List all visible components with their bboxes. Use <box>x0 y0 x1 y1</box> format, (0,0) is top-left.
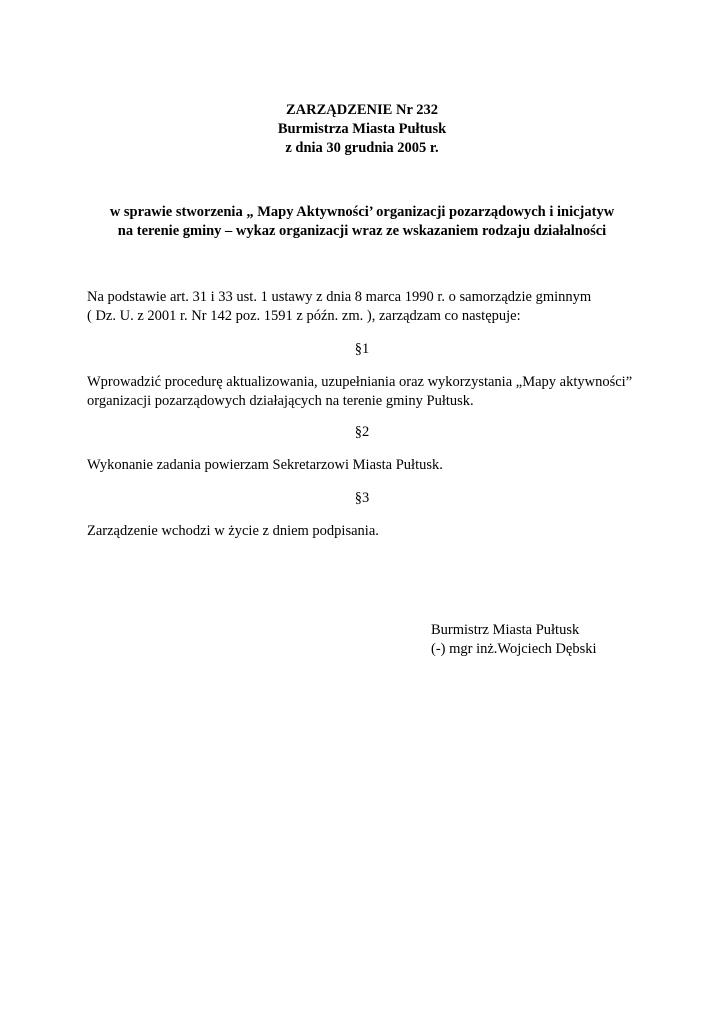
section-mark-2: §2 <box>354 424 370 440</box>
document-title: ZARZĄDZENIE Nr 232 <box>285 102 438 118</box>
document-subject <box>0 203 724 241</box>
section-1-text <box>87 373 647 411</box>
preamble-line-1: Na podstawie art. 31 i 33 ust. 1 ustawy z dnia 8 marca 1990 r. o samorządzie gminnym <box>87 289 592 305</box>
section-2-text <box>87 456 647 475</box>
preamble <box>87 288 647 326</box>
signature-block <box>431 621 597 659</box>
section-3-text <box>87 522 647 541</box>
section-2-line-1: Wykonanie zadania powierzam Sekretarzowi Miasta Pułtusk. <box>87 457 443 473</box>
issuer-line: Burmistrza Miasta Pułtusk <box>277 121 447 137</box>
document-header <box>0 101 724 158</box>
signature-name: (-) mgr inż.Wojciech Dębski <box>431 641 597 657</box>
section-mark-3: §3 <box>354 490 370 506</box>
subject-line-2: na terenie gminy – wykaz organizacji wraz ze wskazaniem rodzaju działalności <box>117 223 607 239</box>
preamble-line-2: ( Dz. U. z 2001 r. Nr 142 poz. 1591 z późn. zm. ), zarządzam co następuje: <box>87 308 521 324</box>
date-line: z dnia 30 grudnia 2005 r. <box>285 140 439 156</box>
section-1-line-1: Wprowadzić procedurę aktualizowania, uzupełniania oraz wykorzystania „Mapy aktywności” <box>87 374 633 390</box>
section-3-line-1: Zarządzenie wchodzi w życie z dniem podpisania. <box>87 523 379 539</box>
section-1-line-2: organizacji pozarządowych działających na terenie gminy Pułtusk. <box>87 393 474 409</box>
section-mark-1: §1 <box>354 341 370 357</box>
subject-line-1: w sprawie stworzenia „ Mapy Aktywności’ organizacji pozarządowych i inicjatyw <box>109 204 615 220</box>
signature-title: Burmistrz Miasta Pułtusk <box>431 622 580 638</box>
